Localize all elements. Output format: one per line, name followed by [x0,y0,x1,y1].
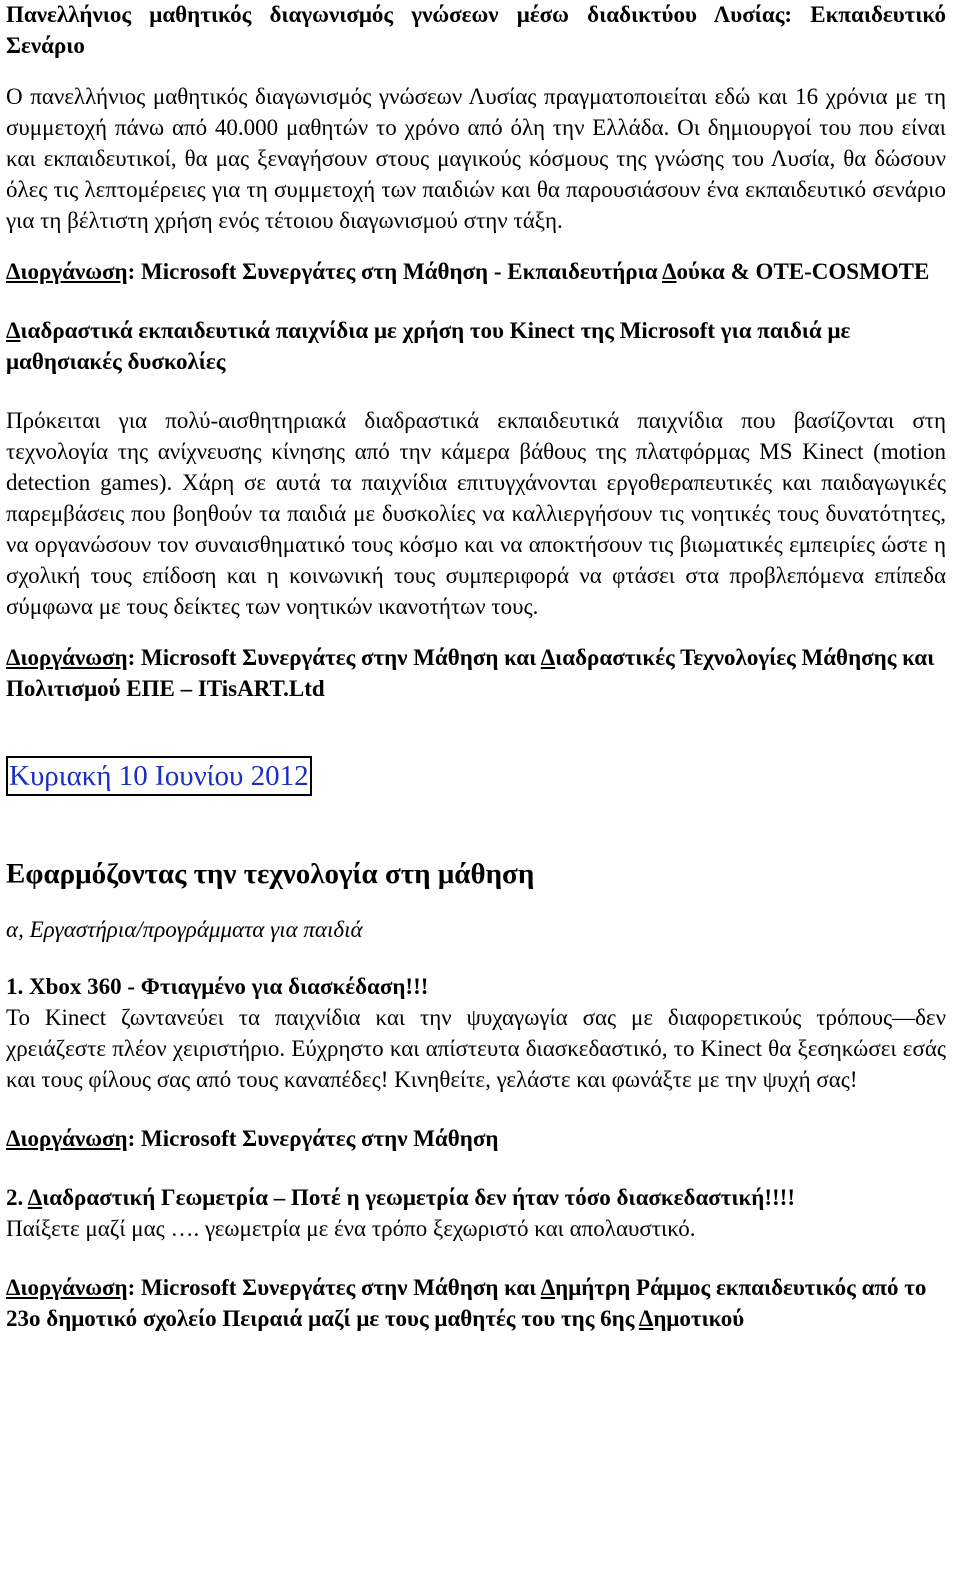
organizer-text-cont: ούκα & OTE-COSMOTE [676,259,930,284]
document-title: Πανελλήνιος μαθητικός διαγωνισμός γνώσεων μέσω διαδικτύου Λυσίας: Εκπαιδευτικό Σενάριο [6,2,946,58]
organizer-text-cont: ιαδραστικές Τεχνολογίες Μάθησης και Πολιτισμού ΕΠΕ – ITisART.Ltd [6,645,935,701]
kinect-heading-text: ιαδραστικά εκπαιδευτικά παιχνίδια με χρήση του Kinect της Microsoft για παιδιά με μαθησιακές δυσκολίες [6,318,851,374]
item-2-body: Παίξετε μαζί μας …. γεωμετρία με ένα τρόπο ξεχωριστό και απολαυστικό. [6,1216,696,1241]
organizer-underlined-letter: Δ [662,259,677,284]
organizer-text: : Microsoft Συνεργάτες στην Μάθηση [127,1126,499,1151]
item-1-body: Το Kinect ζωντανεύει τα παιχνίδια και την ψυχαγωγία σας με διαφορετικούς τρόπους—δεν χρειάζεστε πλέον χειριστήριο. Εύχρηστο και απίστευτα διασκεδαστικό, το Kinect θα ξεσηκώσει εσάς και τους φίλους σας από τους καναπέδες! Κινηθείτε, γελάστε και φωνάξτε με την ψυχή σας! [6,1005,946,1092]
kinect-heading-initial: Δ [6,318,21,343]
item-2-heading [6,1182,946,1213]
date-label: Κυριακή 10 Ιουνίου 2012 [6,756,312,796]
section-title: Εφαρμόζοντας την τεχνολογία στη μάθηση [6,858,535,890]
organizer-line-1 [6,256,946,287]
organizer-label: Διοργάνωση [6,259,128,284]
organizer-text: : Microsoft Συνεργάτες στη Μάθηση - Εκπαιδευτήρια [127,259,663,284]
kinect-body-paragraph: Πρόκειται για πολύ-αισθητηριακά διαδραστικά εκπαιδευτικά παιχνίδια που βασίζονται στη τεχνολογία της ανίχνευσης κίνησης από την κάμερα βάθους της πλατφόρμας MS Kinect (motion detection games). Χάρη σε αυτά τα παιχνίδια επιτυγχάνονται εργοθεραπευτικές και παιδαγωγικές παρεμβάσεις που βοηθούν τα παιδιά με δυσκολίες να καλλιεργήσουν τις νοητικές τους δυνατότητες, να οργανώσουν τον συναισθηματικό τους κόσμο και να αποκτήσουν τις βιωματικές εμπειρίες ώστε η σχολική τους επίδοση και η κοινωνική τους συμπεριφορά να φτάσει στα προβλεπόμενα επίπεδα σύμφωνα με τους δείκτες των νοητικών ικανοτήτων τους. [6,408,946,619]
organizer-label: Διοργάνωση [6,645,128,670]
organizer-text-cont: ημήτρη Ράμμος εκπαιδευτικός από το 23ο δημοτικό σχολείο Πειραιά μαζί με τους μαθητές του της 6ης [6,1275,927,1331]
item-1-heading: 1. Xbox 360 - Φτιαγμένο για διασκέδαση!!! [6,974,429,999]
organizer-label: Διοργάνωση [6,1126,128,1151]
organizer-line-4 [6,1272,946,1334]
organizer-text-end: ημοτικού [653,1306,745,1331]
item-2-heading-text: ιαδραστική Γεωμετρία – Ποτέ η γεωμετρία δεν ήταν τόσο διασκεδαστική!!!! [42,1185,795,1210]
organizer-line-3 [6,1123,946,1154]
organizer-underlined-letter-2: Δ [638,1306,654,1331]
organizer-label: Διοργάνωση [6,1275,128,1300]
organizer-text: : Microsoft Συνεργάτες στην Μάθηση και [127,1275,541,1300]
date-line [6,756,946,796]
intro-paragraph: Ο πανελλήνιος μαθητικός διαγωνισμός γνώσεων Λυσίας πραγματοποιείται εδώ και 16 χρόνια με τη συμμετοχή πάνω από 40.000 μαθητών το χρόνο από όλη την Ελλάδα. Οι δημιουργοί του που είναι και εκπαιδευτικοί, θα μας ξεναγήσουν στους μαγικούς κόσμους της γνώσης του Λυσία, θα δώσουν όλες τις λεπτομέρειες για τη συμμετοχή των παιδιών και θα παρουσιάσουν ένα εκπαιδευτικό σενάριο για τη βέλτιστη χρήση ενός τέτοιου διαγωνισμού στην τάξη. [6,84,946,233]
subsection-title: α, Εργαστήρια/προγράμματα για παιδιά [6,917,363,942]
organizer-underlined-letter: Δ [540,1275,556,1300]
item-2-initial: Δ [27,1185,43,1210]
item-2-number: 2. [6,1185,28,1210]
organizer-underlined-letter: Δ [540,645,556,670]
organizer-line-2 [6,642,946,704]
kinect-heading [6,315,946,377]
organizer-text: : Microsoft Συνεργάτες στην Μάθηση και [127,645,541,670]
